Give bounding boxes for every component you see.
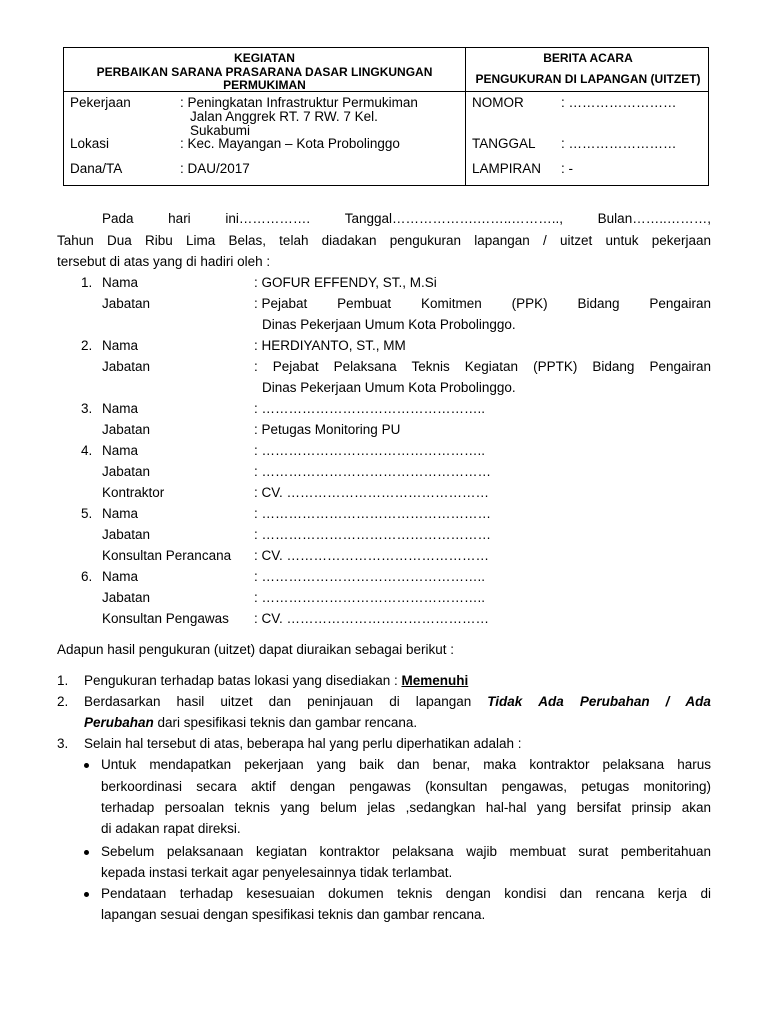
lokasi-label: Lokasi: [70, 136, 110, 151]
result-word: dan: [268, 694, 292, 709]
intro-line-1: [102, 211, 711, 227]
intro-line-2: Tahun Dua Ribu Lima Belas, telah diadakan pengukuran lapangan / uitzet untuk pekerjaan: [57, 233, 711, 248]
nama-label: Nama: [102, 401, 139, 416]
result-2-line-2: [84, 715, 417, 731]
jabatan-label: Jabatan: [102, 464, 151, 479]
document-subtitle: PENGUKURAN DI LAPANGAN (UITZET): [475, 72, 701, 86]
dana-label: Dana/TA: [70, 161, 123, 176]
attendee-number: 4.: [81, 443, 93, 458]
attendee-number: 2.: [81, 338, 93, 353]
bullet-icon: [84, 763, 89, 768]
bullet-icon: [84, 892, 89, 897]
result-word-emphasis: Perubahan: [84, 715, 154, 730]
bullet-1-line-2: berkoordinasi secara aktif dengan pengawas (konsultan pengawas, petugas monitoring): [101, 779, 711, 794]
jabatan-word: Pengairan: [649, 296, 711, 311]
activity-label: KEGIATAN: [234, 51, 295, 65]
result-number: 3.: [57, 736, 69, 751]
result-1-value: Memenuhi: [401, 673, 469, 688]
result-word: peninjauan: [307, 694, 374, 709]
jabatan-label: Jabatan: [102, 590, 151, 605]
document-type: BERITA ACARA: [543, 51, 633, 65]
jabatan-label: Jabatan: [102, 527, 151, 542]
dana-value: : DAU/2017: [180, 161, 250, 176]
jabatan-word: Pembuat: [337, 296, 392, 311]
document-title: [466, 52, 710, 86]
intro-word: Bulan……..………,: [597, 211, 711, 226]
jabatan-value-line-1: [254, 296, 711, 312]
result-word-emphasis: Tidak: [487, 694, 523, 709]
intro-word: Pada: [102, 211, 134, 226]
result-word-emphasis: /: [665, 694, 670, 709]
result-2-line-1: [84, 694, 711, 710]
nama-value: : …………………………………………..: [254, 401, 486, 416]
jabatan-value: : ……………………………………………: [254, 464, 492, 479]
jabatan-word: Bidang: [577, 296, 620, 311]
nama-label: Nama: [102, 506, 139, 521]
jabatan-value-line-2: Dinas Pekerjaan Umum Kota Probolinggo.: [262, 380, 516, 395]
jabatan-value-line-1: : Pejabat Pelaksana Teknis Kegiatan (PPTK) Bidang Pengairan: [254, 359, 711, 374]
nama-value: : …………………………………………..: [254, 443, 486, 458]
result-word-emphasis: Perubahan: [579, 694, 650, 709]
bullet-2-line-1: Sebelum pelaksanaan kegiatan kontraktor pelaksana wajib membuat surat pemberitahuan: [101, 844, 711, 859]
lokasi-value: : Kec. Mayangan – Kota Probolinggo: [180, 136, 400, 151]
jabatan-value: : ……………………………………………: [254, 527, 492, 542]
attendee-number: 6.: [81, 569, 93, 584]
intro-word: Tanggal……………….……..………..,: [344, 211, 564, 226]
activity-name-line-1: PERBAIKAN SARANA PRASARANA DASAR LINGKUNGAN: [96, 65, 433, 79]
nama-label: Nama: [102, 338, 139, 353]
lampiran-label: LAMPIRAN: [472, 161, 542, 176]
result-2-rest: dari spesifikasi teknis dan gambar rencana.: [153, 715, 418, 730]
pekerjaan-value-1: : Peningkatan Infrastruktur Permukiman: [180, 95, 418, 110]
result-word: hasil: [176, 694, 205, 709]
konsultan-pengawas-value: : CV. ………………………………………: [254, 611, 490, 626]
result-1: [84, 673, 468, 689]
results-intro: Adapun hasil pengukuran (uitzet) dapat diuraikan sebagai berikut :: [57, 642, 455, 657]
pekerjaan-label: Pekerjaan: [70, 95, 131, 110]
attendee-number: 5.: [81, 506, 93, 521]
kontraktor-value: : CV. ………………………………………: [254, 485, 490, 500]
jabatan-word: (PPK): [511, 296, 548, 311]
nama-label: Nama: [102, 275, 139, 290]
jabatan-value: : Petugas Monitoring PU: [254, 422, 401, 437]
nama-value: : GOFUR EFFENDY, ST., M.Si: [254, 275, 437, 290]
result-1-text: Pengukuran terhadap batas lokasi yang disediakan :: [84, 673, 402, 688]
tanggal-value: : ……………………: [561, 136, 677, 151]
bullet-2-line-2: kepada instasi terkait agar penyelesainnya tidak terlambat.: [101, 865, 453, 880]
tanggal-label: TANGGAL: [472, 136, 536, 151]
jabatan-value-line-2: Dinas Pekerjaan Umum Kota Probolinggo.: [262, 317, 516, 332]
header-table: [63, 47, 709, 186]
bullet-1-line-1: Untuk mendapatkan pekerjaan yang baik dan benar, maka kontraktor pelaksana harus: [101, 757, 711, 772]
bullet-3-line-1: Pendataan terhadap kesesuaian dokumen teknis dengan kondisi dan rencana kerja di: [101, 886, 711, 901]
result-word-emphasis: Ada: [685, 694, 711, 709]
intro-line-3: tersebut di atas yang di hadiri oleh :: [57, 254, 271, 269]
attendee-number: 1.: [81, 275, 93, 290]
nama-value: : ……………………………………………: [254, 506, 492, 521]
jabatan-label: Jabatan: [102, 359, 151, 374]
jabatan-word: Komitmen: [421, 296, 482, 311]
result-number: 2.: [57, 694, 69, 709]
kontraktor-label: Kontraktor: [102, 485, 165, 500]
result-word: Berdasarkan: [84, 694, 161, 709]
attendee-number: 3.: [81, 401, 93, 416]
result-number: 1.: [57, 673, 69, 688]
nama-value: : HERDIYANTO, ST., MM: [254, 338, 406, 353]
result-word-emphasis: Ada: [538, 694, 564, 709]
result-word: lapangan: [415, 694, 472, 709]
nomor-value: : ……………………: [561, 95, 677, 110]
bullet-1-line-3: terhadap persoalan teknis yang belum jelas ,sedangkan hal-hal yang bersifat prinsip akan: [101, 800, 711, 815]
jabatan-label: Jabatan: [102, 296, 151, 311]
bullet-1-line-4: di adakan rapat direksi.: [101, 821, 241, 836]
jabatan-label: Jabatan: [102, 422, 151, 437]
activity-name-line-2: PERMUKIMAN: [223, 78, 306, 92]
bullet-icon: [84, 850, 89, 855]
konsultan-perencana-value: : CV. ………………………………………: [254, 548, 490, 563]
nama-label: Nama: [102, 443, 139, 458]
intro-word: hari: [168, 211, 191, 226]
pekerjaan-value-3: Sukabumi: [190, 123, 251, 138]
konsultan-perencana-label: Konsultan Perancana: [102, 548, 232, 563]
result-word: di: [389, 694, 400, 709]
nama-label: Nama: [102, 569, 139, 584]
pekerjaan-value-2: Jalan Anggrek RT. 7 RW. 7 Kel.: [190, 109, 378, 124]
jabatan-word: : Pejabat: [254, 296, 308, 311]
result-3-text: Selain hal tersebut di atas, beberapa hal yang perlu diperhatikan adalah :: [84, 736, 522, 751]
lampiran-value: : -: [561, 161, 573, 176]
jabatan-value: : …………………………………………..: [254, 590, 486, 605]
intro-word: ini…………….: [225, 211, 311, 226]
nomor-label: NOMOR: [472, 95, 524, 110]
nama-value: : …………………………………………..: [254, 569, 486, 584]
bullet-3-line-2: lapangan sesuai dengan spesifikasi teknis dan gambar rencana.: [101, 907, 486, 922]
activity-title: [64, 52, 465, 92]
result-word: uitzet: [220, 694, 253, 709]
konsultan-pengawas-label: Konsultan Pengawas: [102, 611, 229, 626]
